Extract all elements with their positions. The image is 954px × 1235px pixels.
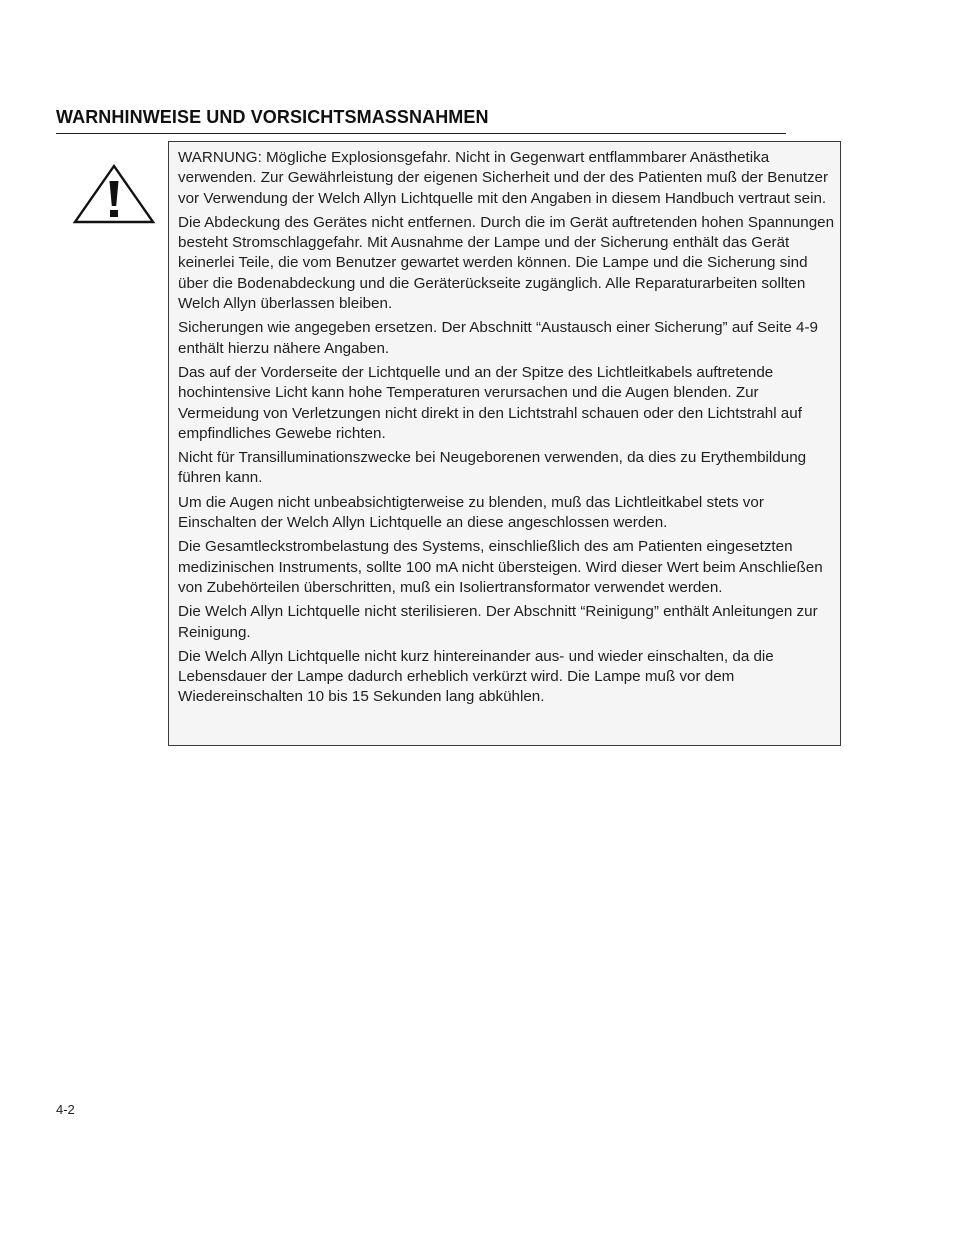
warning-paragraph: Die Gesamtleckstrombelastung des Systems, einschließlich des am Patienten eingesetzten medizinischen Instruments, sollte 100 mA nicht übersteigen. Wird dieser Wert beim Anschließen von Zubehörteilen überschritten, muß ein Isoliertransformator verwendet werden. (178, 538, 823, 596)
warning-triangle-icon (73, 164, 155, 224)
warning-paragraph: Sicherungen wie angegeben ersetzen. Der Abschnitt “Austausch einer Sicherung” auf Seite 4-9 enthält hierzu nähere Angaben. (178, 319, 818, 357)
warning-box (168, 141, 841, 746)
warning-paragraph: Das auf der Vorderseite der Lichtquelle und an der Spitze des Lichtleitkabels auftretende hochintensive Licht kann hohe Temperaturen verursachen und die Augen blenden. Zur Vermeidung von Verletzungen nicht direkt in den Lichtstrahl schauen oder den Lichtstrahl auf empfindliches Gewebe richten. (178, 363, 802, 442)
warning-paragraph: Um die Augen nicht unbeabsichtigterweise zu blenden, muß das Lichtleitkabel stets vor Einschalten der Welch Allyn Lichtquelle an diese angeschlossen werden. (178, 493, 764, 532)
warning-paragraph: Die Abdeckung des Gerätes nicht entfernen. Durch die im Gerät auftretenden hohen Spannungen besteht Stromschlaggefahr. Mit Ausnahme der Lampe und der Sicherung enthält das Gerät keinerlei Teile, die vom Benutzer gewartet werden können. Die Lampe und die Sicherung sind über die Bodenabdeckung und die Geräterückseite zugänglich. Alle Reparaturarbeiten sollten Welch Allyn überlassen bleiben. (178, 213, 835, 313)
warning-paragraph: Nicht für Transilluminationszwecke bei Neugeborenen verwenden, da dies zu Erythembildung führen kann. (178, 449, 807, 487)
warning-paragraph: WARNUNG: Mögliche Explosionsgefahr. Nicht in Gegenwart entflammbarer Anästhetika verwenden. Zur Gewährleistung der eigenen Sicherheit und der des Patienten muß der Benutzer vor Verwendung der Welch Allyn Lichtquelle mit den Angaben in diesem Handbuch vertraut sein. (178, 149, 829, 207)
warning-paragraph: Die Welch Allyn Lichtquelle nicht sterilisieren. Der Abschnitt “Reinigung” enthält Anleitungen zur Reinigung. (178, 603, 818, 641)
section-title: WARNHINWEISE UND VORSICHTSMASSNAHMEN (56, 107, 489, 127)
title-divider (56, 133, 786, 134)
warning-paragraph: Die Welch Allyn Lichtquelle nicht kurz hintereinander aus- und wieder einschalten, da die Lebensdauer der Lampe dadurch erheblich verkürzt wird. Die Lampe muß vor dem Wiedereinschalten 10 bis 15 Sekunden lang abkühlen. (178, 647, 774, 706)
page-number: 4-2 (56, 1102, 75, 1117)
